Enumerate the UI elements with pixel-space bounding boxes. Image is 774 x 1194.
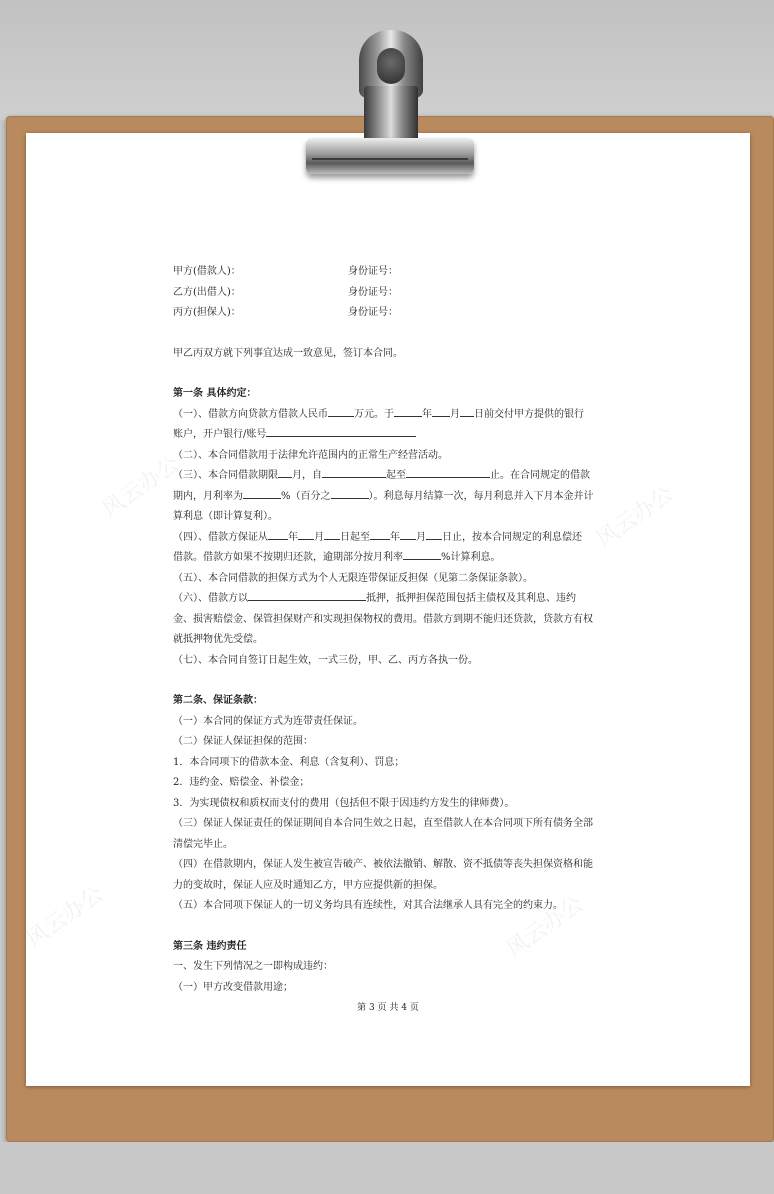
watermark: 风云办公: [21, 881, 109, 953]
article-1-line: 就抵押物优先受偿。: [173, 634, 263, 645]
article-2-line: 力的变故时，保证人应及时通知乙方，甲方应提供新的担保。: [173, 879, 443, 891]
intro-text: 甲乙丙双方就下列事宜达成一致意见，签订本合同。: [173, 347, 403, 359]
page-number: 第 3 页 共 4 页: [357, 1003, 419, 1013]
article-1-title: 第一条 具体约定：: [173, 388, 257, 399]
article-3-line: 一、发生下列情况之一即构成违约：: [173, 961, 333, 972]
article-1-line: 账户，开户银行/账号: [173, 425, 603, 446]
party-row: [173, 303, 603, 324]
id-number-label: 身份证号：: [348, 307, 398, 318]
article-1-line: （三）、本合同借款期限 月，自 起至 止。在合同规定的借款: [173, 466, 603, 487]
contract-text: [173, 262, 603, 998]
article-3-line: （一）甲方改变借款用途；: [173, 981, 293, 993]
article-1-line: （五）、本合同借款的担保方式为个人无限连带保证反担保（见第二条保证条款）。: [173, 572, 533, 584]
article-1-line: （一）、借款方向贷款方借款人民币 万元。于 年 月 日前交付甲方提供的银行: [173, 405, 603, 426]
article-3-title: 第三条 违约责任: [173, 940, 247, 952]
watermark: 风云办公: [97, 451, 185, 523]
watermark: 风云办公: [501, 891, 589, 963]
article-2-line: （二）保证人保证担保的范围：: [173, 736, 313, 747]
article-2-line: 清偿完毕止。: [173, 838, 233, 850]
article-2-line: 2．违约金、赔偿金、补偿金；: [173, 777, 310, 788]
party-label: 甲方(借款人)：: [173, 266, 241, 277]
article-1-line: 算利息（即计算复利）。: [173, 511, 278, 522]
article-1-line: 借款。借款方如果不按期归还款，逾期部分按月利率 %计算利息。: [173, 548, 603, 569]
article-2-line: 1．本合同项下的借款本金、利息（含复利）、罚息；: [173, 756, 405, 768]
article-2-line: （五）本合同项下保证人的一切义务均具有连续性，对其合法继承人具有完全的约束力。: [173, 900, 563, 911]
article-1-line: 期内，月利率为 %（百分之 ）。利息每月结算一次，每月利息并入下月本金并计: [173, 487, 603, 508]
party-row: [173, 262, 603, 283]
article-1-line: （二）、本合同借款用于法律允许范围内的正常生产经营活动。: [173, 449, 448, 461]
article-1-line: 金、损害赔偿金、保管担保财产和实现担保物权的费用。借款方到期不能归还贷款，贷款方有权: [173, 613, 593, 625]
party-label: 丙方(担保人)：: [173, 307, 241, 318]
article-1-line: （四）、借款方保证从 年 月 日起至 年 月 日止，按本合同规定的利息偿还: [173, 528, 603, 549]
id-number-label: 身份证号：: [348, 266, 398, 277]
article-2-line: （四）在借款期内，保证人发生被宣告破产、被依法撤销、解散、资不抵债等丧失担保资格和能: [173, 859, 593, 870]
party-label: 乙方(出借人)：: [173, 286, 241, 298]
article-2-line: （三）保证人保证责任的保证期间自本合同生效之日起，直至借款人在本合同项下所有债务全部: [173, 818, 593, 829]
article-1-line: （六）、借款方以 抵押，抵押担保范围包括主债权及其利息、违约: [173, 589, 603, 610]
background-bottom: [0, 1142, 774, 1194]
watermark: 风云办公: [591, 481, 679, 553]
article-2-title: 第二条、保证条款：: [173, 695, 263, 706]
id-number-label: 身份证号：: [348, 286, 398, 298]
article-2-line: 3．为实现债权和质权而支付的费用（包括但不限于因违约方发生的律师费）。: [173, 797, 515, 809]
article-1-line: （七）、本合同自签订日起生效，一式三份，甲、乙、丙方各执一份。: [173, 654, 478, 666]
article-2-line: （一）本合同的保证方式为连带责任保证。: [173, 715, 363, 727]
party-row: [173, 283, 603, 304]
